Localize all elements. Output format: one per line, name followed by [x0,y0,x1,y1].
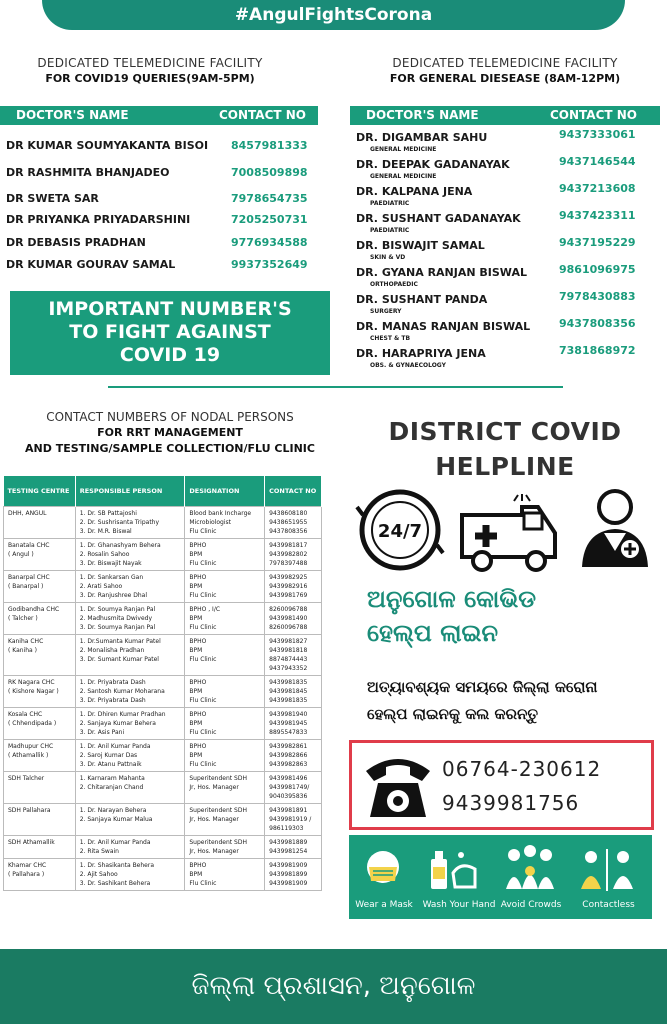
testing-centre: RK Nagara CHC [8,678,55,686]
contact-number: 7978397488 [269,559,308,567]
table-row [4,803,322,835]
doctor-name: DR RASHMITA BHANJADEO [6,166,170,179]
doctor-phone[interactable]: 7205250731 [231,213,308,226]
doctor-specialty: GENERAL MEDICINE [370,146,437,153]
doctor-specialty: GENERAL MEDICINE [370,173,437,180]
odia-title-line-2: ହେଲ୍ପ ଲାଇନ [367,619,499,647]
contactless-icon [581,849,633,891]
responsible-person: 2. Madhusmita Dwivedy [79,614,152,622]
left-section-header [0,56,300,85]
contact-number: 9439982802 [269,550,308,558]
testing-centre: ( Talcher ) [8,614,38,622]
contact-number: 9439981496 [269,774,308,782]
odia-message-line-2: ହେଲ୍ପ ଲାଇନକୁ କଲ କରନ୍ତୁ [367,705,539,723]
designation-cell [185,634,265,675]
wash-hand-icon [431,851,475,889]
doctor-name: DR. SUSHANT PANDA [356,293,488,306]
doctor-phone[interactable]: 9937352649 [231,258,308,271]
safety-caption: Avoid Crowds [500,900,562,910]
right-col-doctor: DOCTOR'S NAME [366,108,479,122]
responsible-person-cell [75,602,185,634]
doctor-specialty: SKIN & VD [370,254,406,261]
testing-centre-cell [4,570,76,602]
responsible-person: 1. Dr. Sankarsan Gan [79,573,144,581]
table-row [4,506,322,538]
responsible-person: 2. Monalisha Pradhan [79,646,145,654]
contact-number: 9439981835 [269,678,308,686]
left-col-contact: CONTACT NO [219,108,307,122]
contact-number: 9439981940 [269,710,308,718]
table-row [4,675,322,707]
doctor-name: DR. BISWAJIT SAMAL [356,239,485,252]
contact-number-cell [265,739,322,771]
doctor-specialty: SURGERY [370,308,402,315]
responsible-person: 1. Dr. SB Pattajoshi [79,509,137,517]
designation-cell [185,803,265,835]
doctor-phone[interactable]: 9437213608 [559,182,636,195]
helpline-phone-2[interactable]: 9439981756 [442,791,580,815]
responsible-person: 3. Dr. Atanu Pattnaik [79,760,142,768]
designation: Flu Clinic [189,728,217,736]
doctor-phone[interactable]: 9437808356 [559,317,636,330]
clock-24-7-icon [357,492,443,568]
right-section-header [350,56,660,85]
odia-message-line-1: ଅତ୍ୟାବଶ୍ୟକ ସମୟରେ ଜିଲ୍ଲା କରୋନା [367,678,598,696]
responsible-person: 2. Rita Swain [79,847,119,855]
responsible-person: 2. Arati Sahoo [79,582,123,590]
doctor-specialty: PAEDIATRIC [370,227,410,234]
doctor-phone[interactable]: 7381868972 [559,344,636,357]
designation-cell [185,771,265,803]
nodal-title: CONTACT NUMBERS OF NODAL PERSONS [46,410,294,424]
designation: Jr, Hos. Manager [189,847,239,855]
designation: BPM [189,687,203,695]
contact-number-cell [265,602,322,634]
contact-number: 9438608180 [269,509,308,517]
responsible-person-cell [75,675,185,707]
doctor-name: DR PRIYANKA PRIYADARSHINI [6,213,191,226]
important-line: TO FIGHT AGAINST [69,321,271,343]
testing-centre: Banarpal CHC [8,573,50,581]
designation: Superitendent SDH [189,774,247,782]
footer-text: ଜିଲ୍ଲା ପ୍ରଶାସନ, ଅନୁଗୋଳ [191,971,476,1001]
testing-centre-cell [4,538,76,570]
nodal-col-contact: CONTACT NO [265,476,322,506]
right-section-title: DEDICATED TELEMEDICINE FACILITY [392,56,618,70]
designation: Jr, Hos. Manager [189,815,239,823]
contact-number: 9439981749/ [269,783,310,791]
nodal-subtitle-2: AND TESTING/SAMPLE COLLECTION/FLU CLINIC [25,442,315,455]
designation: BPM [189,582,203,590]
responsible-person: 2. Rosalin Sahoo [79,550,130,558]
testing-centre-cell [4,675,76,707]
doctor-name: DR. GYANA RANJAN BISWAL [356,266,527,279]
responsible-person: 3. Dr. Priyabrata Dash [79,696,146,704]
testing-centre-cell [4,771,76,803]
safety-caption: Wash Your Hand [422,900,496,910]
contact-number-cell [265,707,322,739]
helpline-title-line: DISTRICT COVID [388,417,622,446]
responsible-person: 1. Dr. Dhiren Kumar Pradhan [79,710,166,718]
doctor-phone[interactable]: 7978430883 [559,290,636,303]
designation: BPM [189,550,203,558]
doctor-phone[interactable]: 9437333061 [559,128,636,141]
responsible-person: 3. Dr. M.R. Biswal [79,527,132,535]
contact-number-cell [265,570,322,602]
telephone-icon [364,749,432,821]
important-line: IMPORTANT NUMBER'S [48,298,292,320]
contact-number: 9438651955 [269,518,308,526]
important-line: COVID 19 [119,344,221,366]
designation: Flu Clinic [189,591,217,599]
testing-centre-cell [4,739,76,771]
responsible-person: 3. Dr. Sumant Kumar Patel [79,655,159,663]
responsible-person-cell [75,835,185,858]
designation-cell [185,858,265,890]
nodal-col-centre: TESTING CENTRE [4,476,76,506]
doctor-specialty: PAEDIATRIC [370,200,410,207]
contact-number: 9040395836 [269,792,308,800]
doctor-name: DR. DEEPAK GADANAYAK [356,158,510,171]
designation-cell [185,506,265,538]
designation: Flu Clinic [189,760,217,768]
designation-cell [185,538,265,570]
contact-number: 8874874443 [269,655,308,663]
table-row [4,538,322,570]
odia-title-line-1: ଅନୁଗୋଳ କୋଭିଡ [367,585,536,613]
doctor-specialty: OBS. & GYNAECOLOGY [370,362,446,369]
responsible-person: 2. Chitaranjan Chand [79,783,144,791]
designation: BPHO [189,678,207,686]
doctor-phone[interactable]: 7008509898 [231,166,308,179]
responsible-person: 1. Dr. Anil Kumar Panda [79,838,151,846]
designation: BPM [189,614,203,622]
contact-number-cell [265,771,322,803]
designation: Flu Clinic [189,559,217,567]
contact-number: 9439982861 [269,742,308,750]
designation-cell [185,675,265,707]
responsible-person: 3. Dr. Asis Pani [79,728,125,736]
doctor-name: DR. HARAPRIYA JENA [356,347,486,360]
designation: Superitendent SDH [189,806,247,814]
responsible-person-cell [75,570,185,602]
contact-number: 9439981945 [269,719,308,727]
footer-banner [0,949,667,1024]
nodal-subtitle-1: FOR RRT MANAGEMENT [97,426,243,439]
table-row [4,858,322,890]
hashtag-banner: #AngulFightsCorona [42,0,625,30]
designation-cell [185,835,265,858]
nodal-col-designation: DESIGNATION [185,476,265,506]
testing-centre: Madhupur CHC [8,742,54,750]
designation: Superitendent SDH [189,838,247,846]
doctor-name: DR. SUSHANT GADANAYAK [356,212,521,225]
contact-number: 9439981817 [269,541,308,549]
contact-number-cell [265,858,322,890]
section-divider [108,386,563,388]
badge-24-7: 24/7 [377,521,423,542]
contact-number: 9439981769 [269,591,308,599]
contact-number: 9439981827 [269,637,308,645]
testing-centre: ( Chhendipada ) [8,719,57,727]
testing-centre: SDH Athamallik [8,838,55,846]
testing-centre-cell [4,602,76,634]
table-row [4,739,322,771]
doctor-icon [582,491,648,567]
testing-centre: ( Kishore Nagar ) [8,687,59,695]
testing-centre: SDH Pallahara [8,806,51,814]
safety-caption: Wear a Mask [355,900,413,910]
responsible-person: 3. Dr. Sashikant Behera [79,879,151,887]
doctor-name: DR. MANAS RANJAN BISWAL [356,320,531,333]
doctor-phone[interactable]: 9437423311 [559,209,636,222]
avoid-crowds-icon [506,845,554,889]
designation-cell [185,602,265,634]
designation: Blood bank Incharge [189,509,252,517]
contact-number-cell [265,835,322,858]
contact-number: 9439981490 [269,614,308,622]
testing-centre: Khamar CHC [8,861,47,869]
designation-cell [185,739,265,771]
ambulance-icon [462,494,555,570]
responsible-person: 3. Dr. Ranjushree Dhal [79,591,148,599]
responsible-person: 3. Dr. Soumya Ranjan Pal [79,623,156,631]
designation: BPM [189,751,203,759]
testing-centre-cell [4,634,76,675]
table-row [4,835,322,858]
nodal-col-person: RESPONSIBLE PERSON [75,476,185,506]
contact-number: 9439981891 [269,806,308,814]
contact-number: 9439982925 [269,573,308,581]
safety-icons [349,843,652,899]
responsible-person-cell [75,634,185,675]
doctor-name: DR SWETA SAR [6,192,99,205]
responsible-person-cell [75,803,185,835]
responsible-person: 1. Dr. Ghanashyam Behera [79,541,161,549]
responsible-person: 2. Sanjaya Kumar Behera [79,719,156,727]
testing-centre-cell [4,707,76,739]
left-section-title: DEDICATED TELEMEDICINE FACILITY [37,56,263,70]
nodal-header [0,410,340,456]
contact-number: 9439982863 [269,760,308,768]
designation: BPM [189,719,203,727]
testing-centre-cell [4,835,76,858]
nodal-table [3,476,322,891]
designation: Flu Clinic [189,655,217,663]
testing-centre: Kaniha CHC [8,637,44,645]
responsible-person: 1. Karnaram Mahanta [79,774,145,782]
table-row [4,634,322,675]
contact-number: 8260096788 [269,623,308,631]
responsible-person: 1. Dr.Sumanta Kumar Patel [79,637,161,645]
designation: BPM [189,646,203,654]
designation: BPHO [189,710,207,718]
designation: BPHO [189,742,207,750]
doctor-name: DR. DIGAMBAR SAHU [356,131,488,144]
designation: Jr, Hos. Manager [189,783,239,791]
contact-number: 986119303 [269,824,304,832]
doctor-specialty: ORTHOPAEDIC [370,281,418,288]
contact-number: 9439982916 [269,582,308,590]
responsible-person: 1. Dr. Narayan Behera [79,806,147,814]
testing-centre: ( Pallahara ) [8,870,45,878]
contact-number: 9439981899 [269,870,308,878]
contact-number: 9439981835 [269,696,308,704]
doctor-name: DR DEBASIS PRADHAN [6,236,146,249]
left-section-subtitle: FOR COVID19 QUERIES(9AM-5PM) [45,72,255,85]
responsible-person: 3. Dr. Biswajit Nayak [79,559,142,567]
testing-centre: ( Athamallik ) [8,751,49,759]
designation: Microbiologist [189,518,231,526]
doctor-phone[interactable]: 9437195229 [559,236,636,249]
contact-number: 9439981845 [269,687,308,695]
designation: BPHO [189,861,207,869]
contact-number: 9437808356 [269,527,308,535]
safety-caption: Contactless [582,900,635,910]
testing-centre: Kosala CHC [8,710,43,718]
designation-cell [185,570,265,602]
contact-number: 9439981254 [269,847,308,855]
designation: BPHO [189,637,207,645]
testing-centre-cell [4,803,76,835]
contact-number: 9439981909 [269,879,308,887]
contact-number: 9439981919 / [269,815,312,823]
contact-number: 9439981889 [269,838,308,846]
doctor-phone[interactable]: 8457981333 [231,139,308,152]
designation-cell [185,707,265,739]
doctor-phone[interactable]: 7978654735 [231,192,308,205]
testing-centre: ( Angul ) [8,550,34,558]
left-table-header [0,106,318,125]
contact-number: 9439981909 [269,861,308,869]
designation: Flu Clinic [189,527,217,535]
designation: BPHO , I/C [189,605,221,613]
safety-tips-bar [349,835,652,919]
testing-centre: ( Kaniha ) [8,646,37,654]
contact-number: 9439982866 [269,751,308,759]
testing-centre: ( Banarpal ) [8,582,44,590]
contact-number: 8895547833 [269,728,308,736]
contact-number-cell [265,675,322,707]
responsible-person-cell [75,707,185,739]
right-table-header [350,106,660,125]
designation: BPHO [189,573,207,581]
table-row [4,570,322,602]
designation: Flu Clinic [189,879,217,887]
doctor-phone[interactable]: 9776934588 [231,236,308,249]
responsible-person: 2. Ajit Sahoo [79,870,118,878]
table-row [4,602,322,634]
testing-centre: SDH Talcher [8,774,45,782]
right-section-subtitle: FOR GENERAL DIESEASE (8AM-12PM) [389,72,621,85]
responsible-person: 2. Sanjaya Kumar Malua [79,815,153,823]
helpline-phone-box [349,740,654,830]
responsible-person-cell [75,771,185,803]
contact-number: 8260096788 [269,605,308,613]
responsible-person-cell [75,506,185,538]
doctor-name: DR. KALPANA JENA [356,185,473,198]
responsible-person: 2. Saroj Kumar Das [79,751,138,759]
right-col-contact: CONTACT NO [550,108,638,122]
contact-number-cell [265,634,322,675]
designation: BPHO [189,541,207,549]
responsible-person: 2. Santosh Kumar Moharana [79,687,165,695]
responsible-person-cell [75,538,185,570]
responsible-person-cell [75,739,185,771]
helpline-title-line: HELPLINE [435,452,575,481]
doctor-specialty: CHEST & TB [370,335,411,342]
responsible-person: 1. Dr. Priyabrata Dash [79,678,146,686]
helpline-phone-1[interactable]: 06764-230612 [442,757,602,781]
responsible-person-cell [75,858,185,890]
important-numbers-banner [10,291,330,375]
table-row [4,771,322,803]
mask-icon [367,851,399,883]
testing-centre: Godibandha CHC [8,605,60,613]
contact-number-cell [265,538,322,570]
helpline-icons [355,485,655,575]
doctor-phone[interactable]: 9437146544 [559,155,636,168]
responsible-person: 1. Dr. Anil Kumar Panda [79,742,151,750]
designation: Flu Clinic [189,623,217,631]
responsible-person: 2. Dr. Sushrisanta Tripathy [79,518,160,526]
responsible-person: 1. Dr. Soumya Ranjan Pal [79,605,156,613]
doctor-name: DR KUMAR GOURAV SAMAL [6,258,176,271]
doctor-phone[interactable]: 9861096975 [559,263,636,276]
contact-number-cell [265,506,322,538]
testing-centre-cell [4,858,76,890]
testing-centre: DHH, ANGUL [8,509,47,517]
responsible-person: 1. Dr. Shasikanta Behera [79,861,155,869]
designation: BPM [189,870,203,878]
table-row [4,707,322,739]
left-col-doctor: DOCTOR'S NAME [16,108,129,122]
helpline-title [345,414,665,484]
contact-number: 9439981818 [269,646,308,654]
designation: Flu Clinic [189,696,217,704]
contact-number-cell [265,803,322,835]
testing-centre: Banatala CHC [8,541,50,549]
contact-number: 9437943352 [269,664,308,672]
testing-centre-cell [4,506,76,538]
doctor-name: DR KUMAR SOUMYAKANTA BISOI [6,139,209,152]
